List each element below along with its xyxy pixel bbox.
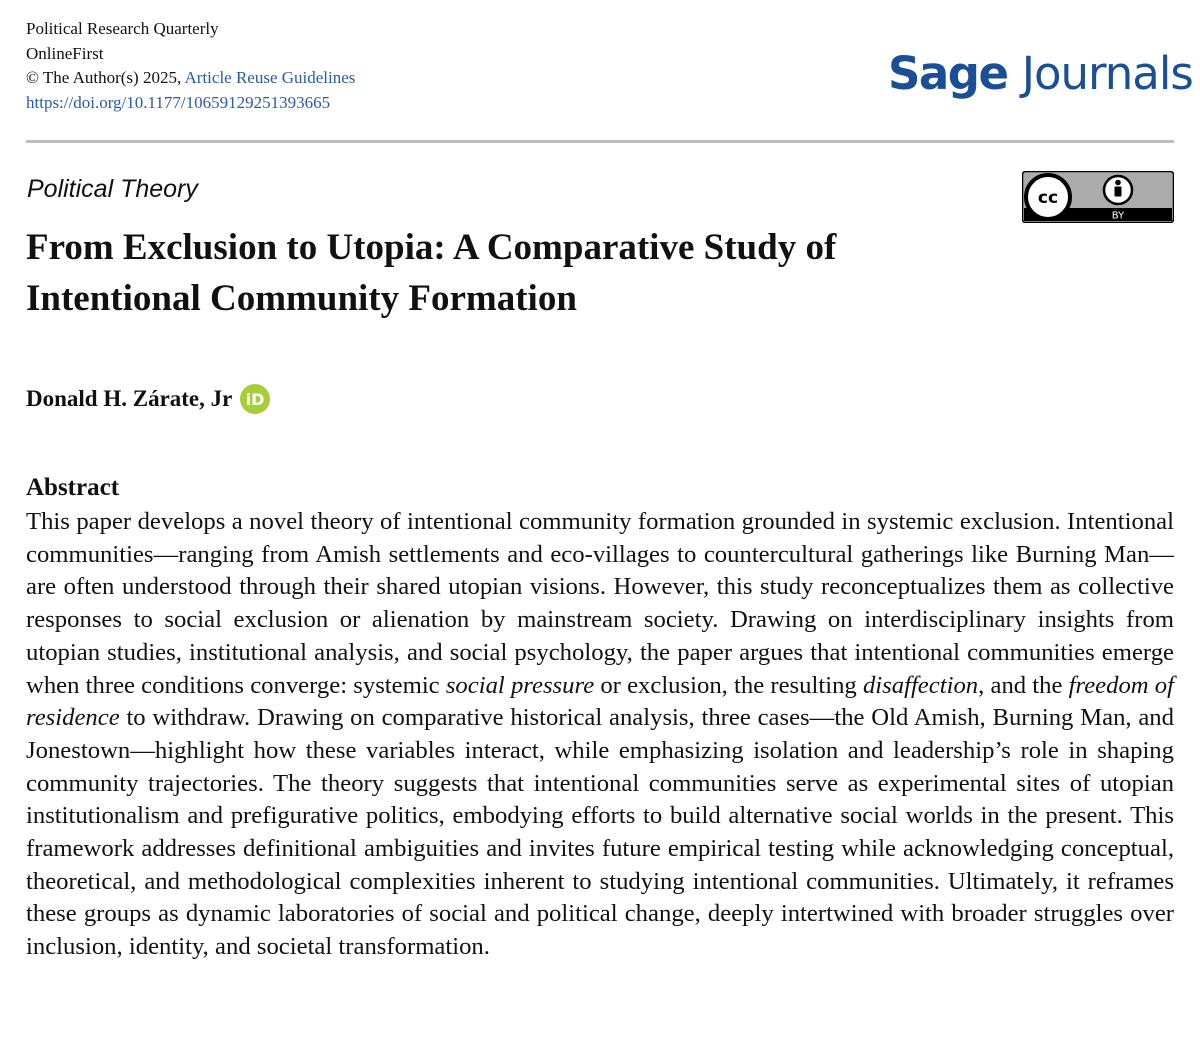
article-title: From Exclusion to Utopia: A Comparative Study of Intentional Community Formation — [26, 227, 837, 319]
logo-word-sage: Sage — [888, 47, 1008, 100]
orcid-icon[interactable] — [240, 384, 270, 414]
article-reuse-guidelines-link[interactable]: Article Reuse Guidelines — [184, 68, 356, 87]
author-name: Donald H. Zárate, Jr — [26, 386, 233, 411]
article-metadata — [26, 17, 355, 115]
abstract-part-4: to withdraw. Drawing on comparative historical analysis, three cases—the Old Amish, Burning Man, and Jonestown—highlight how these variables interact, while emphasizing isolation and leadership’s role in shaping community trajectories. The theory suggests that intentional communities serve as experimental sites of utopian institutionalism and prefigurative politics, embodying efforts to build alternative social worlds in the present. This framework addresses definitional ambiguities and invites future empirical testing while acknowledging conceptual, theoretical, and methodological complexities inherent to studying intentional communities. Ultimately, it reframes these groups as dynamic laboratories of social and political change, deeply intertwined with broader struggles over inclusion, identity, and societal transformation. — [26, 704, 1174, 961]
article-section-label: Political Theory — [27, 175, 198, 203]
abstract-part-3: , and the — [978, 671, 1069, 699]
abstract-text — [26, 506, 1174, 964]
header-divider — [26, 140, 1174, 143]
doi-link[interactable]: https://doi.org/10.1177/10659129251393665 — [26, 92, 331, 112]
cc-icon — [1026, 175, 1070, 219]
by-label: BY — [1111, 210, 1125, 222]
abstract-part-2: or exclusion, the resulting — [594, 671, 863, 699]
publication-status: OnlineFirst — [26, 43, 104, 63]
orcid-icon-label: iD — [245, 390, 265, 409]
abstract-emphasis-freedom-of-residence: freedom of residence — [26, 671, 1174, 732]
abstract-part-1: This paper develops a novel theory of intentional community formation grounded in systemic exclusion. Intentional communities—ranging from Amish settlements and eco-villages to countercultural gatherings like Burning Man—are often understood through their shared utopian visions. However, this study reconceptualizes them as collective responses to social exclusion or alienation by mainstream society. Drawing on interdisciplinary insights from utopian studies, institutional analysis, and social psychology, the paper argues that intentional communities emerge when three conditions converge: systemic — [26, 508, 1174, 699]
abstract-heading: Abstract — [26, 474, 120, 501]
cc-icon-label: cc — [1037, 188, 1059, 208]
journal-name: Political Research Quarterly — [26, 19, 219, 38]
copyright-line — [26, 66, 355, 91]
sage-journals-logo[interactable] — [888, 46, 1193, 102]
logo-word-journals: Journals — [1021, 47, 1193, 100]
author-line — [26, 382, 270, 416]
abstract-emphasis-disaffection: disaffection — [862, 671, 979, 699]
attribution-person-icon — [1104, 176, 1132, 204]
copyright-text: © The Author(s) 2025, — [26, 68, 185, 87]
abstract-emphasis-social-pressure: social pressure — [445, 671, 595, 699]
cc-by-license-badge[interactable] — [1022, 171, 1174, 223]
